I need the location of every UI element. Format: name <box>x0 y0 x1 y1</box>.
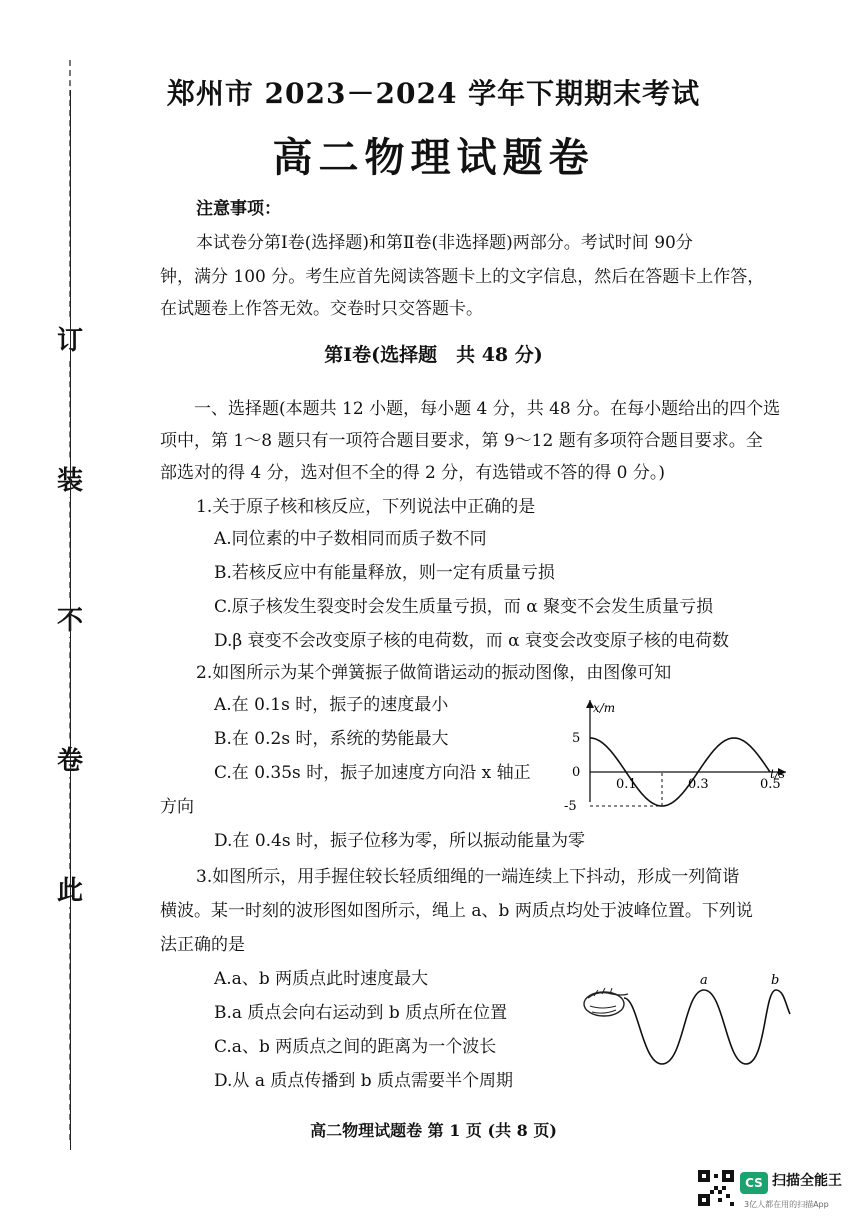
binding-char-1: 订 <box>56 320 84 357</box>
page-footer: 高二物理试题卷 第 1 页 (共 8 页) <box>310 1121 557 1140</box>
x-tick-0-5: 0.5 <box>760 777 781 792</box>
q3-option-c: C.a、b 两质点之间的距离为一个波长 <box>214 1037 497 1057</box>
y-tick-minus5: -5 <box>564 799 577 812</box>
q1-option-c: C.原子核发生裂变时会发生质量亏损，而 α 聚变不会发生质量亏损 <box>214 597 714 617</box>
qr-code <box>698 1170 734 1206</box>
q2-option-c-cont: 方向 <box>160 797 194 817</box>
q2-option-b: B.在 0.2s 时，系统的势能最大 <box>214 729 449 749</box>
y-tick-5: 5 <box>572 731 581 746</box>
q3-stem-2: 横波。某一时刻的波形图如图所示，绳上 a、b 两质点均处于波峰位置。下列说 <box>160 901 753 921</box>
notice-line-2: 钟，满分 100 分。考生应首先阅读答题卡上的文字信息，然后在答题卡上作答， <box>160 267 765 287</box>
binding-char-2: 装 <box>56 460 84 497</box>
q1-option-a: A.同位素的中子数相同而质子数不同 <box>214 529 487 549</box>
scanner-tagline: 3亿人都在用的扫描App <box>744 1200 829 1209</box>
q2-option-c: C.在 0.35s 时，振子加速度方向沿 x 轴正 <box>214 763 531 783</box>
q2-option-a: A.在 0.1s 时，振子的速度最小 <box>214 695 449 715</box>
q3-option-b: B.a 质点会向右运动到 b 质点所在位置 <box>214 1003 508 1023</box>
origin-label: 0 <box>572 765 581 780</box>
q2-stem: 2.如图所示为某个弹簧振子做简谐运动的振动图像，由图像可知 <box>196 663 672 683</box>
instruction-line-1: 一、选择题(本题共 12 小题，每小题 4 分，共 48 分。在每小题给出的四个选 <box>194 399 781 419</box>
y-axis-label: x/m <box>593 701 616 715</box>
x-axis-label: t/s <box>770 767 786 781</box>
instruction-line-3: 部选对的得 4 分，选对但不全的得 2 分，有选错或不答的得 0 分。) <box>160 463 666 483</box>
binding-char-5: 此 <box>56 870 84 907</box>
hand-icon <box>584 988 628 1016</box>
notice-line-1: 本试卷分第Ⅰ卷(选择题)和第Ⅱ卷(非选择题)两部分。考试时间 90分 <box>196 233 693 253</box>
binding-char-3: 不 <box>56 600 84 637</box>
q2-option-d: D.在 0.4s 时，振子位移为零，所以振动能量为零 <box>214 831 585 851</box>
binding-rule <box>70 90 71 1150</box>
q1-option-b: B.若核反应中有能量释放，则一定有质量亏损 <box>214 563 555 583</box>
section-title: 第Ⅰ卷(选择题 共 48 分) <box>324 344 543 366</box>
instruction-line-2: 项中，第 1～8 题只有一项符合题目要求，第 9～12 题有多项符合题目要求。全 <box>160 431 763 451</box>
notice-line-3: 在试题卷上作答无效。交卷时只交答题卡。 <box>160 299 483 319</box>
q1-option-d: D.β 衰变不会改变原子核的电荷数，而 α 衰变会改变原子核的电荷数 <box>214 631 729 651</box>
x-tick-0-1: 0.1 <box>616 777 637 792</box>
x-tick-0-3: 0.3 <box>688 777 709 792</box>
paper-subtitle: 高二物理试题卷 <box>272 134 595 181</box>
vibration-graph <box>560 692 790 812</box>
q3-option-d: D.从 a 质点传播到 b 质点需要半个周期 <box>214 1071 514 1091</box>
q3-stem-1: 3.如图所示，用手握住较长轻质细绳的一端连续上下抖动，形成一列简谐 <box>196 867 740 887</box>
point-a-label: a <box>700 973 708 988</box>
q3-stem-3: 法正确的是 <box>160 935 245 955</box>
binding-char-4: 卷 <box>56 740 84 777</box>
q3-option-a: A.a、b 两质点此时速度最大 <box>214 969 429 989</box>
scanner-brand: 扫描全能王 <box>772 1173 842 1189</box>
point-b-label: b <box>771 973 780 988</box>
rope-wave <box>624 990 790 1064</box>
exam-title: 郑州市 2023－2024 学年下期期末考试 <box>166 77 701 110</box>
notice-heading: 注意事项： <box>196 199 281 219</box>
scanner-logo-icon: CS <box>740 1172 768 1194</box>
q1-stem: 1.关于原子核和核反应，下列说法中正确的是 <box>196 497 536 517</box>
rope-wave-figure <box>580 966 800 1076</box>
